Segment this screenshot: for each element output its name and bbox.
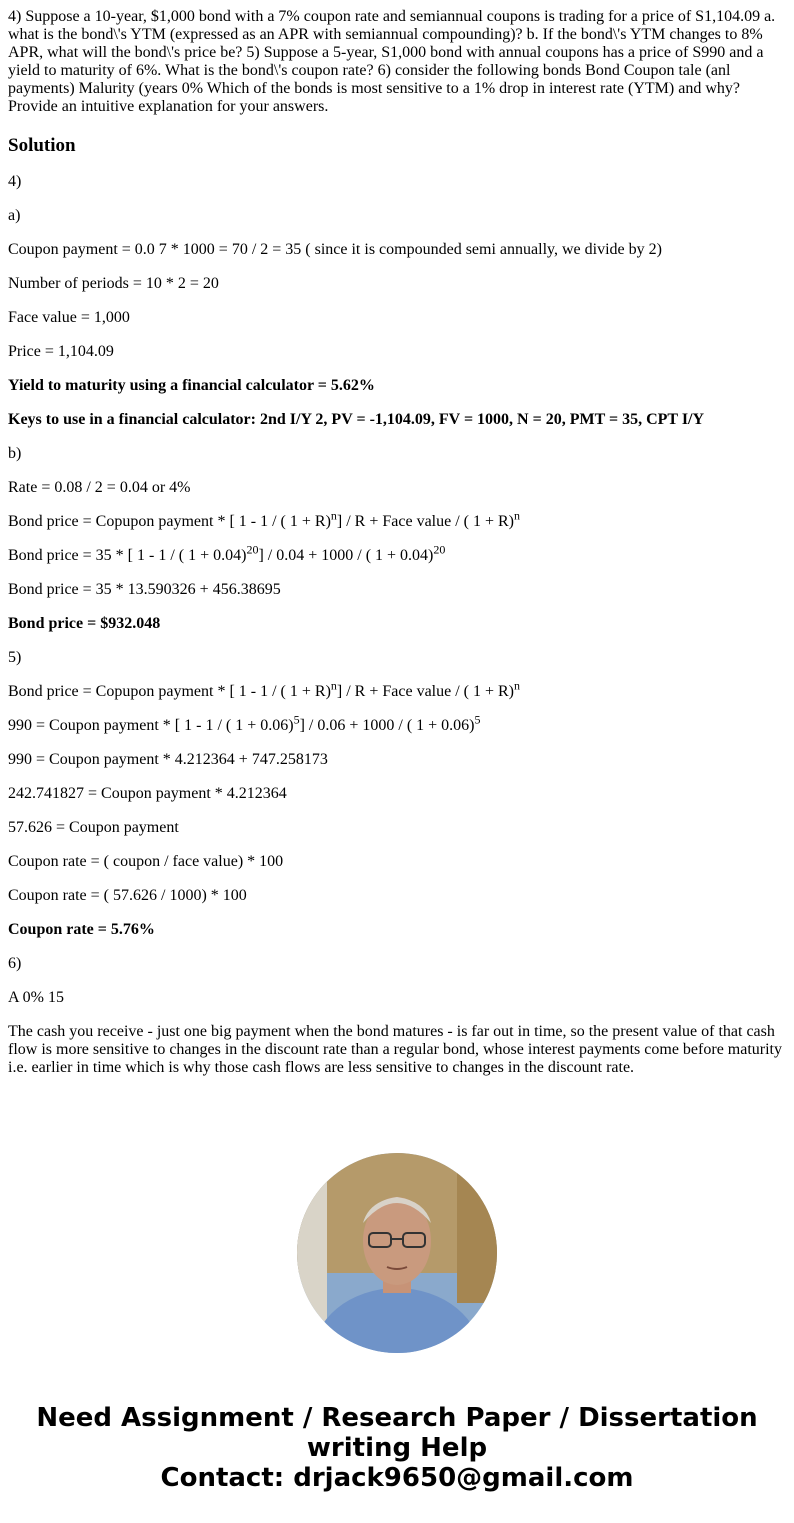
- exponent: 5: [293, 712, 300, 727]
- exponent: n: [330, 508, 337, 523]
- solution-line: [8, 678, 786, 701]
- solution-line: [8, 508, 786, 531]
- solution-line: Price = 1,104.09: [8, 343, 114, 360]
- solution-line: Face value = 1,000: [8, 309, 130, 326]
- solution-line: [8, 542, 786, 565]
- solution-line: 990 = Coupon payment * 4.212364 + 747.258173: [8, 751, 328, 768]
- solution-line: A 0% 15: [8, 989, 64, 1006]
- exponent: n: [514, 508, 521, 523]
- solution-line: Coupon rate = ( 57.626 / 1000) * 100: [8, 887, 247, 904]
- formula-text: ] / 0.06 + 1000 / ( 1 + 0.06): [299, 717, 475, 734]
- promo-line-1: Need Assignment / Research Paper / Dissertation: [36, 1403, 758, 1433]
- solution-line: Yield to maturity using a financial calculator = 5.62%: [8, 377, 375, 394]
- formula-text: ] / R + Face value / ( 1 + R): [336, 683, 515, 700]
- question-text: 4) Suppose a 10-year, $1,000 bond with a 7% coupon rate and semiannual coupons is trading for a price of S1,104.09 a. what is the bond\'s YTM (expressed as an APR with semiannual compounding)? b. If the bond\'s YTM changes to 8% APR, what will the bond\'s price be? 5) Suppose a 5-year, S1,000 bond with annual coupons has a price of S990 and a yield to maturity of 6%. What is the bond\'s coupon rate? 6) consider the following bonds Bond Coupon tale (anl payments) Malurity (years 0% Which of the bonds is most sensitive to a 1% drop in interest rate (YTM) and why? Provide an intuitive explanation for your answers.: [8, 8, 776, 115]
- solution-line: Coupon payment = 0.0 7 * 1000 = 70 / 2 = 35 ( since it is compounded semi annually, we divide by 2): [8, 241, 662, 258]
- formula-text: Bond price = Copupon payment * [ 1 - 1 / ( 1 + R): [8, 513, 331, 530]
- solution-line: 57.626 = Coupon payment: [8, 819, 179, 836]
- solution-line: 242.741827 = Coupon payment * 4.212364: [8, 785, 287, 802]
- solution-line: Bond price = 35 * 13.590326 + 456.38695: [8, 581, 281, 598]
- formula-text: ] / R + Face value / ( 1 + R): [336, 513, 515, 530]
- solution-line: 4): [8, 173, 22, 190]
- solution-line: Coupon rate = 5.76%: [8, 921, 155, 938]
- formula-text: Bond price = Copupon payment * [ 1 - 1 / ( 1 + R): [8, 683, 331, 700]
- author-avatar: [297, 1153, 497, 1353]
- exponent: 20: [433, 542, 446, 557]
- solution-lines: [8, 173, 786, 1007]
- solution-line: a): [8, 207, 21, 224]
- exponent: 20: [246, 542, 259, 557]
- solution-line: Number of periods = 10 * 2 = 20: [8, 275, 219, 292]
- exponent: n: [330, 678, 337, 693]
- exponent: n: [514, 678, 521, 693]
- solution-line: Keys to use in a financial calculator: 2nd I/Y 2, PV = -1,104.09, FV = 1000, N = 20, PMT = 35, CPT I/Y: [8, 411, 705, 428]
- solution-heading: Solution: [8, 135, 76, 156]
- solution-line: b): [8, 445, 22, 462]
- exponent: 5: [474, 712, 481, 727]
- explanation-text: The cash you receive - just one big payment when the bond matures - is far out in time, so the present value of that cash flow is more sensitive to changes in the discount rate than a regular bond, whose interest payments come before maturity i.e. earlier in time which is why those cash flows are less sensitive to changes in the discount rate.: [8, 1023, 782, 1076]
- solution-line: 5): [8, 649, 22, 666]
- solution-line: Rate = 0.08 / 2 = 0.04 or 4%: [8, 479, 191, 496]
- author-photo: [297, 1153, 497, 1353]
- promo-contact: Contact: drjack9650@gmail.com: [160, 1463, 634, 1493]
- solution-line: Bond price = $932.048: [8, 615, 161, 632]
- formula-text: Bond price = 35 * [ 1 - 1 / ( 1 + 0.04): [8, 547, 247, 564]
- formula-text: 990 = Coupon payment * [ 1 - 1 / ( 1 + 0.06): [8, 717, 294, 734]
- promo-line-2: writing Help: [306, 1433, 488, 1463]
- solution-line: [8, 712, 786, 735]
- solution-line: Coupon rate = ( coupon / face value) * 100: [8, 853, 284, 870]
- promo-banner: [0, 1403, 794, 1493]
- solution-line: 6): [8, 955, 22, 972]
- formula-text: ] / 0.04 + 1000 / ( 1 + 0.04): [258, 547, 434, 564]
